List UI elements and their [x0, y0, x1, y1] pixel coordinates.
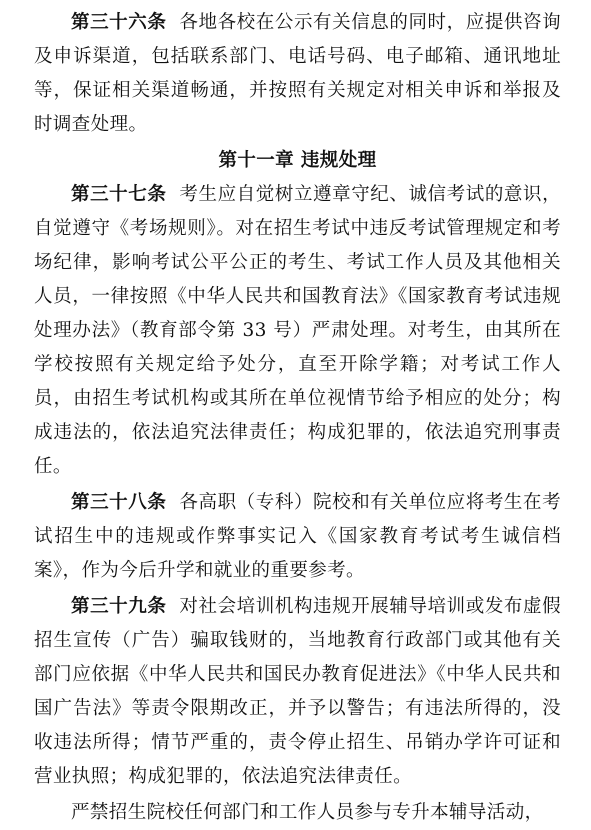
article-36-number: 第三十六条	[71, 12, 167, 33]
trailing-paragraph: 严禁招生院校任何部门和工作人员参与专升本辅导活动，	[71, 802, 544, 823]
article-38-text: 各高职（专科）院校和有关单位应将考生在考试招生中的违规或作弊事实记入《国家教育考试考生诚信档案》，作为今后升学和就业的重要参考。	[34, 492, 561, 581]
article-38-number: 第三十八条	[71, 492, 167, 513]
article-39	[34, 590, 561, 794]
article-36	[34, 6, 561, 142]
article-38	[34, 486, 561, 588]
article-37-number: 第三十七条	[71, 184, 167, 205]
article-37	[34, 178, 561, 484]
article-37-text: 考生应自觉树立遵章守纪、诚信考试的意识，自觉遵守《考场规则》。对在招生考试中违反考试管理规定和考场纪律，影响考试公平公正的考生、考试工作人员及其他相关人员，一律按照《中华人民共和国教育法》《国家教育考试违规处理办法》（教育部令第 33 号）严肃处理。对考生，由其所在学校按照有关规定给予处分，直至开除学籍；对考试工作人员，由招生考试机构或其所在单位视情节给予相应的处分；构成违法的，依法追究法律责任；构成犯罪的，依法追究刑事责任。	[34, 184, 561, 477]
article-39-number: 第三十九条	[71, 596, 167, 617]
article-39-text: 对社会培训机构违规开展辅导培训或发布虚假招生宣传（广告）骗取钱财的，当地教育行政部门或其他有关部门应依据《中华人民共和国民办教育促进法》《中华人民共和国广告法》等责令限期改正，并予以警告；有违法所得的，没收违法所得；情节严重的，责令停止招生、吊销办学许可证和营业执照；构成犯罪的，依法追究法律责任。	[34, 596, 561, 787]
article-36-text: 各地各校在公示有关信息的同时，应提供咨询及申诉渠道，包括联系部门、电话号码、电子邮箱、通讯地址等，保证相关渠道畅通，并按照有关规定对相关申诉和举报及时调查处理。	[34, 12, 561, 135]
chapter-heading: 第十一章 违规处理	[218, 150, 377, 171]
